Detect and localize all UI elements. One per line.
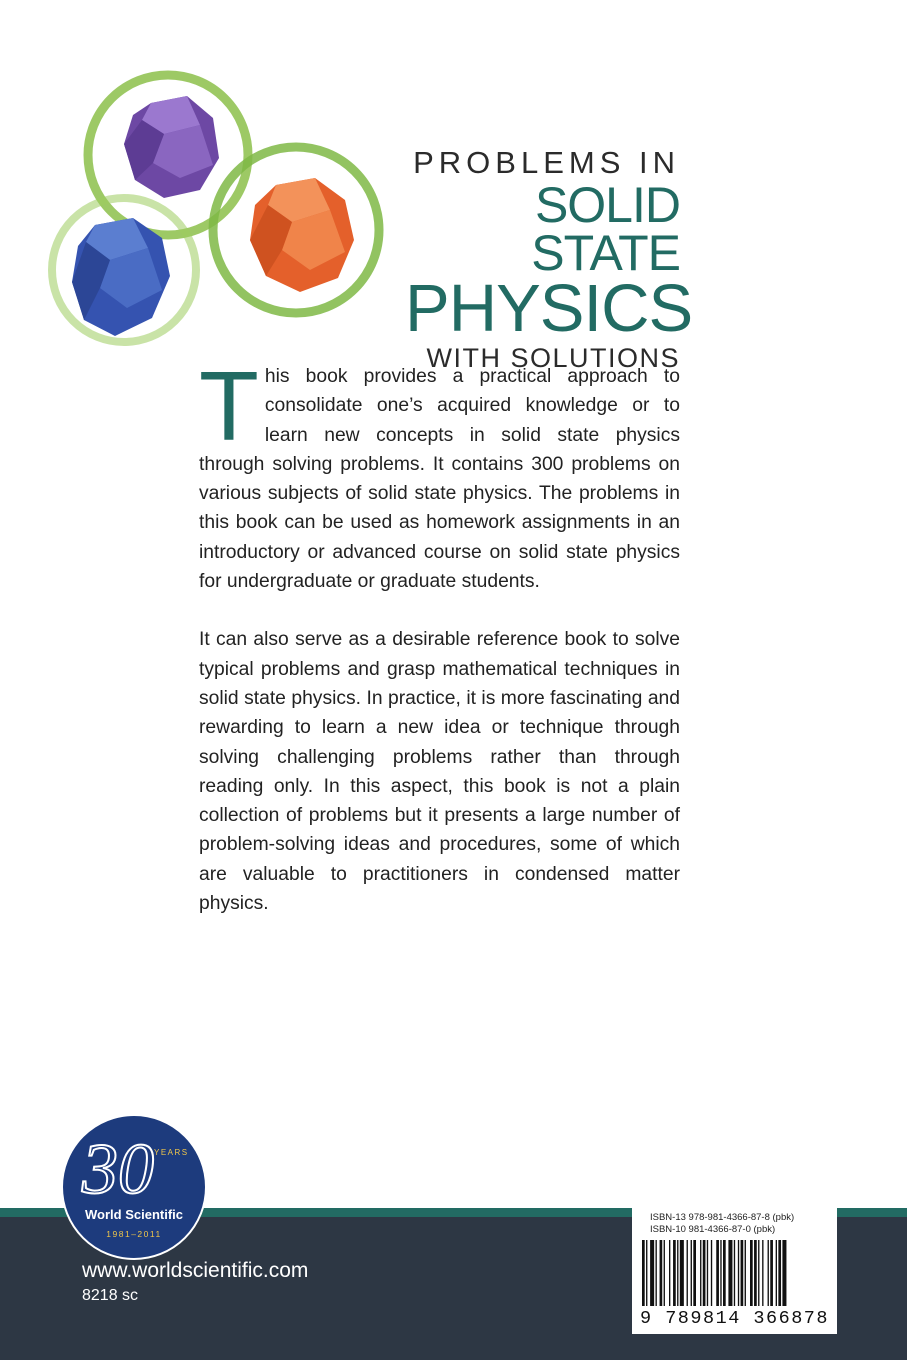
crystal-rings-artwork xyxy=(40,70,400,360)
barcode-bar xyxy=(776,1240,777,1306)
barcode-bar xyxy=(691,1240,692,1306)
barcode-number: 9 789814 366878 xyxy=(639,1308,830,1329)
barcode-bar xyxy=(664,1240,665,1306)
barcode-bar xyxy=(677,1240,678,1306)
isbn-13: ISBN-13 978-981-4366-87-8 (pbk) xyxy=(650,1212,795,1223)
isbn-10: ISBN-10 981-4366-87-0 (pbk) xyxy=(650,1224,776,1235)
barcode-bar xyxy=(745,1240,746,1306)
barcode-bar xyxy=(707,1240,708,1306)
barcode-bar xyxy=(673,1240,676,1306)
title-line-physics: PHYSICS xyxy=(405,271,693,346)
barcode xyxy=(638,1240,831,1308)
purple-crystal xyxy=(124,96,219,198)
blurb-paragraph-1-text: his book provides a practical approach to consolidate one’s acquired knowledge or to learn new concepts in solid state physics through solving problems. It contains 300 problems on various subjects of solid state physics. The problems in this book can be used as homework assignments in an introductory or advanced course on solid state physics for undergraduate or graduate students. xyxy=(199,366,680,593)
barcode-bar xyxy=(700,1240,701,1306)
barcode-bar xyxy=(703,1240,706,1306)
barcode-bar xyxy=(728,1240,732,1306)
title-line-with-solutions: WITH SOLUTIONS xyxy=(426,343,680,373)
barcode-bar xyxy=(693,1240,696,1306)
barcode-bar xyxy=(656,1240,657,1306)
barcode-bar xyxy=(782,1240,786,1306)
barcode-bar xyxy=(642,1240,645,1306)
title-line-problems-in: PROBLEMS IN xyxy=(413,145,680,180)
barcode-bar xyxy=(778,1240,781,1306)
blurb-paragraph-2: It can also serve as a desirable reference book to solve typical problems and grasp mathematical techniques in solid state physics. In practice, it is more fascinating and rewarding to learn a new idea or technique through solving challenging problems rather than through reading only. In this aspect, this book is not a plain collection of problems but it presents a large number of problem-solving ideas and procedures, some of which are valuable to practitioners in condensed matter physics. xyxy=(199,629,680,915)
barcode-bar xyxy=(660,1240,663,1306)
barcode-bar xyxy=(669,1240,670,1306)
barcode-bar xyxy=(770,1240,773,1306)
barcode-bar xyxy=(762,1240,763,1306)
book-title xyxy=(405,145,693,375)
barcode-bar xyxy=(758,1240,759,1306)
logo-publisher-name: World Scientific xyxy=(85,1207,183,1222)
barcode-bar xyxy=(720,1240,721,1306)
barcode-bar xyxy=(716,1240,719,1306)
logo-years-label: YEARS xyxy=(154,1148,189,1157)
blue-crystal xyxy=(72,218,170,336)
barcode-bar xyxy=(768,1240,769,1306)
barcode-bar xyxy=(680,1240,684,1306)
barcode-bar xyxy=(741,1240,744,1306)
logo-anniversary-number: 30 xyxy=(82,1129,154,1209)
publisher-website-link[interactable]: www.worldscientific.com xyxy=(82,1259,309,1282)
barcode-bar xyxy=(687,1240,688,1306)
barcode-bar xyxy=(650,1240,654,1306)
drop-cap: T xyxy=(199,351,259,461)
barcode-bar xyxy=(738,1240,739,1306)
orange-crystal xyxy=(250,178,354,292)
world-scientific-30-years-logo xyxy=(60,1113,208,1261)
catalog-code: 8218 sc xyxy=(82,1287,139,1304)
barcode-bar xyxy=(754,1240,757,1306)
title-line-solid-state: SOLID STATE xyxy=(531,177,680,281)
barcode-bar xyxy=(646,1240,647,1306)
logo-period: 1981–2011 xyxy=(106,1229,162,1239)
barcode-panel xyxy=(632,1208,837,1334)
barcode-bar xyxy=(711,1240,712,1306)
barcode-bar xyxy=(723,1240,726,1306)
barcode-bar xyxy=(734,1240,735,1306)
barcode-bar xyxy=(750,1240,753,1306)
